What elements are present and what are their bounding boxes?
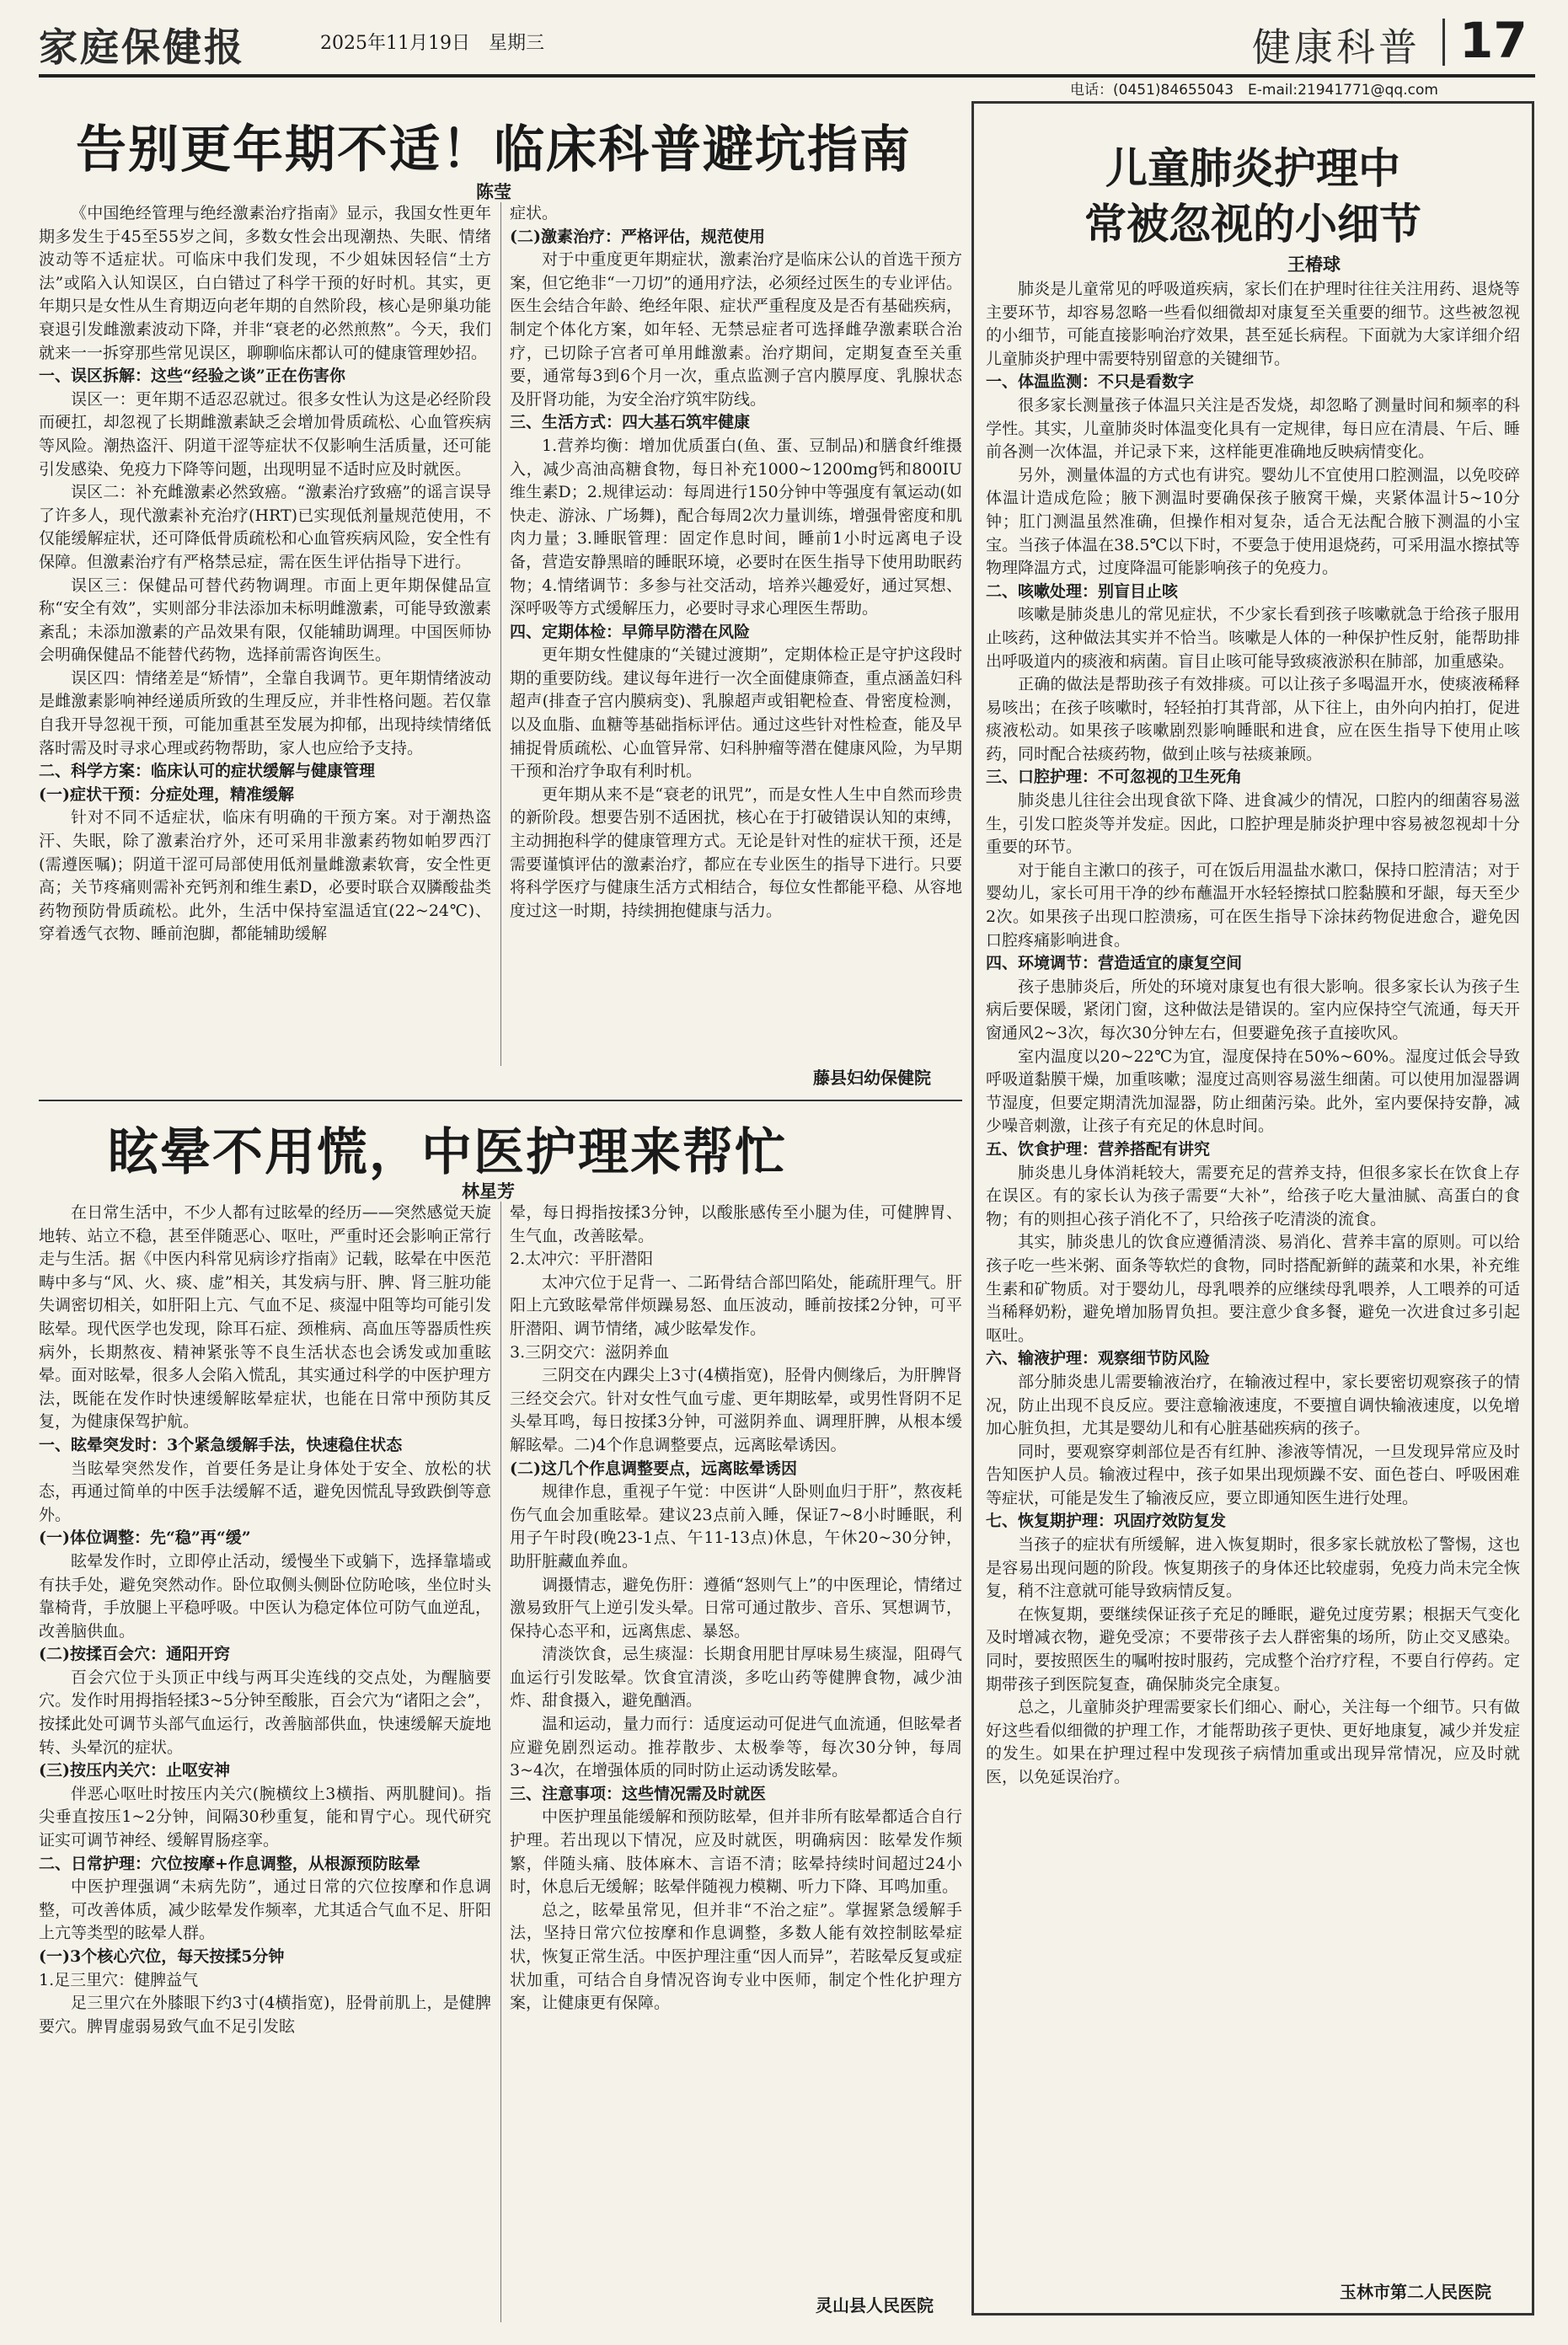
subsection-heading: (二)按揉百会穴：通阳开窍 (39, 1645, 230, 1664)
paragraph: 三阴交在内踝尖上3寸(4横指宽)，胫骨内侧缘后，为肝脾肾三经交会穴。针对女性气血亏虚、更年期眩晕，或男性肾阴不足头晕耳鸣，每日按揉3分钟，可滋阴养血、调理肝脾，从根本缓解眩晕。二)4个作息调整要点，远离眩晕诱因。 (510, 1366, 962, 1454)
paragraph: 对于中重度更年期症状，激素治疗是临床公认的首选干预方案，但它绝非“一刀切”的通用疗法，必须经过医生的专业评估。医生会结合年龄、绝经年限、症状严重程度及是否有基础疾病，制定个体化方案，如年轻、无禁忌症者可选择雌孕激素联合治疗，已切除子宫者可单用雌激素。治疗期间，定期复查至关重要，通常每3到6个月一次，重点监测子宫内膜厚度、乳腺状态及肝肾功能，为安全治疗筑牢防线。 (510, 250, 962, 409)
paragraph: 规律作息，重视子午觉：中医讲“人卧则血归于肝”，熬夜耗伤气血会加重眩晕。建议23点前入睡，保证7~8小时睡眠，利用子午时段(晚23-1点、午11-13点)休息，午休20~30分钟，助肝脏藏血养血。 (510, 1482, 962, 1571)
paragraph: 3.三阴交穴：滋阴养血 (510, 1342, 670, 1362)
paragraph: 伴恶心呕吐时按压内关穴(腕横纹上3横指、两肌腱间)。指尖垂直按压1~2分钟，间隔30秒重复，能和胃宁心。现代研究证实可调节神经、缓解胃肠痉挛。 (39, 1784, 491, 1850)
paragraph: 其实，肺炎患儿的饮食应遵循清淡、易消化、营养丰富的原则。可以给孩子吃一些米粥、面条等软烂的食物，同时搭配新鲜的蔬菜和水果，补充维生素和矿物质。对于婴幼儿，母乳喂养的应继续母乳喂养，人工喂养的可适当稀释奶粉，避免增加肠胃负担。要注意少食多餐，避免一次进食过多引起呕吐。 (986, 1233, 1520, 1345)
paragraph: 室内温度以20~22℃为宜，湿度保持在50%~60%。湿度过低会导致呼吸道黏膜干燥，加重咳嗽；湿度过高则容易滋生细菌。可以使用加湿器调节湿度，但要定期清洗加湿器，防止细菌污染。此外，室内要保持安静，减少噪音刺激，让孩子有充足的休息时间。 (986, 1047, 1520, 1136)
paragraph: 误区三：保健品可替代药物调理。市面上更年期保健品宣称“安全有效”，实则部分非法添加未标明雌激素，可能导致激素紊乱；未添加激素的产品效果有限，仅能辅助调理。中国医师协会明确保健品不能替代药物，选择前需咨询医生。 (39, 576, 491, 665)
article1-author: 陈莹 (476, 181, 511, 202)
subsection-heading: (三)按压内关穴：止呕安神 (39, 1761, 230, 1780)
section-heading: 三、口腔护理：不可忽视的卫生死角 (986, 768, 1243, 787)
paragraph: 调摄情志，避免伤肝：遵循“怒则气上”的中医理论，情绪过激易致肝气上逆引发头晕。日常可通过散步、音乐、冥想调节，保持心态平和，远离焦虑、暴怒。 (510, 1575, 962, 1641)
article3-title-line1: 儿童肺炎护理中 (1105, 143, 1400, 193)
paragraph: 太冲穴位于足背一、二跖骨结合部凹陷处，能疏肝理气。肝阳上亢致眩晕常伴烦躁易怒、血压波动，睡前按揉2分钟，可平肝潜阳、调节情绪，减少眩晕发作。 (510, 1272, 962, 1338)
paragraph: 晕，每日拇指按揉3分钟，以酸胀感传至小腿为佳，可健脾胃、生气血，改善眩晕。 (510, 1203, 962, 1245)
paragraph: 误区一：更年期不适忍忍就过。很多女性认为这是必经阶段而硬扛，却忽视了长期雌激素缺乏会增加骨质疏松、心血管疾病等风险。潮热盗汗、阴道干涩等症状不仅影响生活质量，还可能引发感染、免疫力下降等问题，出现明显不适时应及时就医。 (39, 389, 491, 479)
paragraph: 咳嗽是肺炎患儿的常见症状，不少家长看到孩子咳嗽就急于给孩子服用止咳药，这种做法其实并不恰当。咳嗽是人体的一种保护性反射，能帮助排出呼吸道内的痰液和病菌。盲目止咳可能导致痰液淤积在肺部，加重感染。 (986, 605, 1520, 671)
subsection-heading: (二)这几个作息调整要点，远离眩晕诱因 (510, 1459, 797, 1478)
section-heading: 二、咳嗽处理：别盲目止咳 (986, 581, 1179, 601)
section-heading: 一、体温监测：不只是看数字 (986, 372, 1195, 392)
section-heading: 三、生活方式：四大基石筑牢健康 (510, 413, 751, 432)
article1-right-column (510, 202, 962, 1062)
paragraph: 当孩子的症状有所缓解，进入恢复期时，很多家长就放松了警惕，这也是容易出现问题的阶段。恢复期孩子的身体还比较虚弱，免疫力尚未完全恢复，稍不注意就可能导致病情反复。 (986, 1535, 1520, 1601)
paragraph: 症状。 (510, 204, 559, 222)
paragraph: 孩子患肺炎后，所处的环境对康复也有很大影响。很多家长认为孩子生病后要保暖，紧闭门窗，这种做法是错误的。室内应保持空气流通，每天开窗通风2~3次，每次30分钟左右，但要避免孩子直接吹风。 (986, 977, 1520, 1042)
masthead (39, 12, 1535, 71)
article1-left-column (39, 202, 491, 1045)
section-heading: 五、饮食护理：营养搭配有讲究 (986, 1139, 1211, 1159)
article3-body (986, 278, 1520, 2262)
paragraph: 中医护理虽能缓解和预防眩晕，但并非所有眩晕都适合自行护理。若出现以下情况，应及时就医，明确病因：眩晕发作频繁，伴随头痛、肢体麻木、言语不清；眩晕持续时间超过24小时，休息后无缓解；眩晕伴随视力模糊、听力下降、耳鸣加重。 (510, 1807, 962, 1897)
subsection-heading: (一)3个核心穴位，每天按揉5分钟 (39, 1947, 285, 1966)
article-divider (39, 1100, 962, 1101)
paragraph: 1.足三里穴：健脾益气 (39, 1970, 199, 1989)
paragraph: 对于能自主漱口的孩子，可在饭后用温盐水漱口，保持口腔清洁；对于婴幼儿，家长可用干净的纱布蘸温开水轻轻擦拭口腔黏膜和牙龈，每天至少2次。如果孩子出现口腔溃疡，可在医生指导下涂抹药物促进愈合，避免因口腔疼痛影响进食。 (986, 860, 1520, 950)
section-heading: 一、误区拆解：这些“经验之谈”正在伤害你 (39, 367, 345, 386)
paragraph: 足三里穴在外膝眼下约3寸(4横指宽)，胫骨前肌上，是健脾要穴。脾胃虚弱易致气血不足引发眩 (39, 1994, 491, 2036)
paragraph: 在恢复期，要继续保证孩子充足的睡眠，避免过度劳累；根据天气变化及时增减衣物，避免受凉；不要带孩子去人群密集的场所，防止交叉感染。同时，要按照医生的嘱咐按时服药，完成整个治疗疗程，不要自行停药。定期带孩子到医院复查，确保肺炎完全康复。 (986, 1604, 1520, 1694)
section-heading: 六、输液护理：观察细节防风险 (986, 1349, 1211, 1368)
subsection-heading: (一)症状干预：分症处理，精准缓解 (39, 784, 294, 804)
contact-info: 电话：(0451)84655043 E-mail:21941771@qq.com (1070, 82, 1438, 99)
subsection-heading: (一)体位调整：先“稳”再“缓” (39, 1529, 251, 1548)
paragraph: 肺炎患儿往往会出现食欲下降、进食减少的情况，口腔内的细菌容易滋生，引发口腔炎等并发症。因此，口腔护理是肺炎护理中容易被忽视却十分重要的环节。 (986, 791, 1520, 857)
section-heading: 七、恢复期护理：巩固疗效防复发 (986, 1512, 1227, 1531)
article2-author: 林星芳 (462, 1181, 515, 1202)
page-number: 17 (1459, 12, 1528, 69)
paragraph: 百会穴位于头顶正中线与两耳尖连线的交点处，为醒脑要穴。发作时用拇指轻揉3~5分钟至酸胀，百会穴为“诸阳之会”，按揉此处可调节头部气血运行，改善脑部供血，快速缓解天旋地转、头晕沉的症状。 (39, 1668, 491, 1757)
paragraph: 正确的做法是帮助孩子有效排痰。可以让孩子多喝温开水，使痰液稀释易咳出；在孩子咳嗽时，轻轻拍打其背部，从下往上，由外向内拍打，促进痰液松动。如果孩子咳嗽剧烈影响睡眠和进食，应在医生指导下使用止咳药，同时配合祛痰药物，做到止咳与祛痰兼顾。 (986, 675, 1520, 763)
article1-title: 告别更年期不适！临床科普避坑指南 (76, 120, 912, 179)
section-heading: 二、科学方案：临床认可的症状缓解与健康管理 (39, 762, 376, 781)
column-divider (500, 202, 501, 1066)
paragraph: 清淡饮食，忌生痰湿：长期食用肥甘厚味易生痰湿，阻碍气血运行引发眩晕。饮食宜清淡，多吃山药等健脾食物，减少油炸、甜食摄入，避免酗酒。 (510, 1645, 962, 1711)
paragraph: 1.营养均衡：增加优质蛋白(鱼、蛋、豆制品)和膳食纤维摄入，减少高油高糖食物，每日补充1000~1200mg钙和800IU维生素D；2.规律运动：每周进行150分钟中等强度有氧运动(如快走、游泳、广场舞)，配合每周2次力量训练，增强骨密度和肌肉力量；3.睡眠管理：固定作息时间，睡前1小时远离电子设备，营造安静黑暗的睡眠环境，必要时在医生指导下使用助眠药物；4.情绪调节：多参与社交活动，培养兴趣爱好，通过冥想、深呼吸等方式缓解压力，必要时寻求心理医生帮助。 (510, 436, 962, 618)
paragraph: 中医护理强调“未病先防”，通过日常的穴位按摩和作息调整，可改善体质，减少眩晕发作频率，尤其适合气血不足、肝阳上亢等类型的眩晕人群。 (39, 1877, 491, 1943)
section-heading: 四、环境调节：营造适宜的康复空间 (986, 954, 1243, 973)
newspaper-name: 家庭保健报 (39, 24, 245, 70)
article2-left-column (39, 1202, 491, 2322)
paragraph: 另外，测量体温的方式也有讲究。婴幼儿不宜使用口腔测温，以免咬碎体温计造成危险；腋下测温时要确保孩子腋窝干燥，夹紧体温计5~10分钟；肛门测温虽然准确，但操作相对复杂，适合无法配合腋下测温的小宝宝。当孩子体温在38.5℃以下时，不要急于使用退烧药，可采用温水擦拭等物理降温方式，过度降温可能影响孩子的免疫力。 (986, 465, 1520, 578)
paragraph: 部分肺炎患儿需要输液治疗，在输液过程中，家长要密切观察孩子的情况，防止出现不良反应。要注意输液速度，不要擅自调快输液速度，以免增加心脏负担，尤其是婴幼儿和有心脏基础疾病的孩子。 (986, 1372, 1520, 1438)
section-heading: 三、注意事项：这些情况需及时就医 (510, 1784, 767, 1803)
paragraph: 温和运动，量力而行：适度运动可促进气血流通，但眩晕者应避免剧烈运动。推荐散步、太极拳等，每次30分钟，每周3~4次，在增强体质的同时防止运动诱发眩晕。 (510, 1715, 962, 1780)
paragraph: 误区二：补充雌激素必然致癌。“激素治疗致癌”的谣言误导了许多人，现代激素补充治疗(HRT)已实现低剂量规范使用，不仅能缓解症状，还可降低骨质疏松和心血管疾病风险，安全性有保障。但激素治疗有严格禁忌症，需在医生评估指导下进行。 (39, 483, 491, 571)
section-heading: 二、日常护理：穴位按摩+作息调整，从根源预防眩晕 (39, 1854, 420, 1873)
paragraph: 在日常生活中，不少人都有过眩晕的经历——突然感觉天旋地转、站立不稳，甚至伴随恶心、呕吐，严重时还会影响正常行走与生活。据《中医内科常见病诊疗指南》记载，眩晕在中医范畴中多与“风、火、痰、虚”相关，其发病与肝、脾、肾三脏功能失调密切相关，如肝阳上亢、气血不足、痰湿中阻等均可能引发眩晕。现代医学也发现，除耳石症、颈椎病、高血压等器质性疾病外，长期熬夜、精神紧张等不良生活状态也会诱发或加重眩晕。面对眩晕，很多人会陷入慌乱，其实通过科学的中医护理方法，既能在发作时快速缓解眩晕症状，也能在日常中预防其反复，为健康保驾护航。 (39, 1203, 491, 1432)
paragraph: 眩晕发作时，立即停止活动，缓慢坐下或躺下，选择靠墙或有扶手处，避免突然动作。卧位取侧头侧卧位防呛咳，坐位时头靠椅背，手放腿上平稳呼吸。中医认为稳定体位可防气血逆乱，改善脑供血。 (39, 1551, 491, 1641)
section-heading: 四、定期体检：早筛早防潜在风险 (510, 622, 751, 641)
paragraph: 更年期从来不是“衰老的讯咒”，而是女性人生中自然而珍贵的新阶段。想要告别不适困扰，核心在于打破错误认知的束缚，主动拥抱科学的健康管理方式。无论是针对性的症状干预，还是需要谨慎评估的激素治疗，都应在专业医生的指导下进行。只要将科学医疗与健康生活方式相结合，每位女性都能平稳、从容地度过这一时期，持续拥抱健康与活力。 (510, 784, 962, 920)
column-divider (500, 1202, 501, 2322)
paragraph: 总之，眩晕虽常见，但并非“不治之症”。掌握紧急缓解手法，坚持日常穴位按摩和作息调整，多数人能有效控制眩晕症状，恢复正常生活。中医护理注重“因人而异”，若眩晕反复或症状加重，可结合自身情况咨询专业中医师，制定个性化护理方案，让健康更有保障。 (510, 1900, 962, 2013)
article3-author: 王椿球 (1287, 254, 1341, 275)
paragraph: 当眩晕突然发作，首要任务是让身体处于安全、放松的状态，再通过简单的中医手法缓解不适，避免因慌乱导致跌倒等意外。 (39, 1459, 491, 1524)
paragraph: 误区四：情绪差是“矫情”，全靠自我调节。更年期情绪波动是雌激素影响神经递质所致的生理反应，并非性格问题。若仅靠自我开导忽视干预，可能加重甚至发展为抑郁，出现持续情绪低落时需及时寻求心理或药物帮助，家人也应给予支持。 (39, 668, 491, 758)
paragraph: 2.太冲穴：平肝潜阳 (510, 1250, 654, 1269)
paragraph: 更年期女性健康的“关键过渡期”，定期体检正是守护这段时期的重要防线。建议每年进行一次全面健康筛查，重点涵盖妇科超声(排查子宫内膜病变)、乳腺超声或钼靶检查、骨密度检测，以及血脂、血糖等基础指标评估。通过这些针对性检查，能及早捕捉骨质疏松、心血管异常、妇科肿瘤等潜在健康风险，为早期干预和治疗争取有利时机。 (510, 645, 962, 781)
paragraph: 《中国绝经管理与绝经激素治疗指南》显示，我国女性更年期多发生于45至55岁之间，多数女性会出现潮热、失眠、情绪波动等不适症状。可临床中我们发现，不少姐妹因轻信“土方法”或陷入认知误区，白白错过了科学干预的好时机。其实，更年期只是女性从生育期迈向老年期的自然阶段，核心是卵巢功能衰退引发雌激素波动下降，并非“衰老的必然煎熬”。今天，我们就来一一拆穿那些常见误区，聊聊临床都认可的健康管理妙招。 (39, 204, 491, 362)
paragraph: 总之，儿童肺炎护理需要家长们细心、耐心，关注每一个细节。只有做好这些看似细微的护理工作，才能帮助孩子更快、更好地康复，减少并发症的发生。如果在护理过程中发现孩子病情加重或出现异常情况，应及时就医，以免延误治疗。 (986, 1698, 1520, 1786)
article2-right-column (510, 1202, 962, 2276)
subsection-heading: (二)激素治疗：严格评估，规范使用 (510, 227, 765, 246)
article3-source: 玉林市第二人民医院 (1340, 2282, 1491, 2302)
section-name: 健康科普 (1252, 24, 1421, 70)
paragraph: 肺炎患儿身体消耗较大，需要充足的营养支持，但很多家长在饮食上存在误区。有的家长认为孩子需要“大补”，给孩子吃大量油腻、高蛋白的食物；有的则担心孩子消化不了，只给孩子吃清淡的流食。 (986, 1163, 1520, 1229)
section-heading: 一、眩晕突发时：3个紧急缓解手法，快速稳住状态 (39, 1435, 403, 1454)
paragraph: 肺炎是儿童常见的呼吸道疾病，家长们在护理时往往关注用药、退烧等主要环节，却容易忽略一些看似细微却对康复至关重要的细节。这些被忽视的小细节，可能直接影响治疗效果，甚至延长病程。下面就为大家详细介绍儿童肺炎护理中需要特别留意的关键细节。 (986, 280, 1520, 368)
paragraph: 同时，要观察穿刺部位是否有红肿、渗液等情况，一旦发现异常应及时告知医护人员。输液过程中，孩子如果出现烦躁不安、面色苍白、呼吸困难等症状，可能是发生了输液反应，要立即通知医生进行处理。 (986, 1442, 1520, 1507)
paragraph: 针对不同不适症状，临床有明确的干预方案。对于潮热盗汗、失眠，除了激素治疗外，还可采用非激素药物如帕罗西汀(需遵医嘱)；阴道干涩可局部使用低剂量雌激素软膏，安全性更高；关节疼痛则需补充钙剂和维生素D，必要时联合双膦酸盐类药物预防骨质疏松。此外，生活中保持室温适宜(22~24℃)、穿着透气衣物、睡前泡脚，都能辅助缓解 (39, 808, 491, 944)
paragraph: 很多家长测量孩子体温只关注是否发烧，却忽略了测量时间和频率的科学性。其实，儿童肺炎时体温变化具有一定规律，每日应在清晨、午后、睡前各测一次体温，并记录下来，这样能更准确地反映病情变化。 (986, 395, 1520, 462)
article2-source: 灵山县人民医院 (816, 2295, 934, 2316)
article1-source: 藤县妇幼保健院 (813, 1068, 931, 1088)
masthead-divider (1442, 19, 1445, 66)
article2-title: 眩晕不用慌，中医护理来帮忙 (108, 1123, 787, 1182)
issue-date: 2025年11月19日 星期三 (320, 33, 544, 54)
article3-title-line2: 常被忽视的小细节 (1084, 199, 1421, 249)
